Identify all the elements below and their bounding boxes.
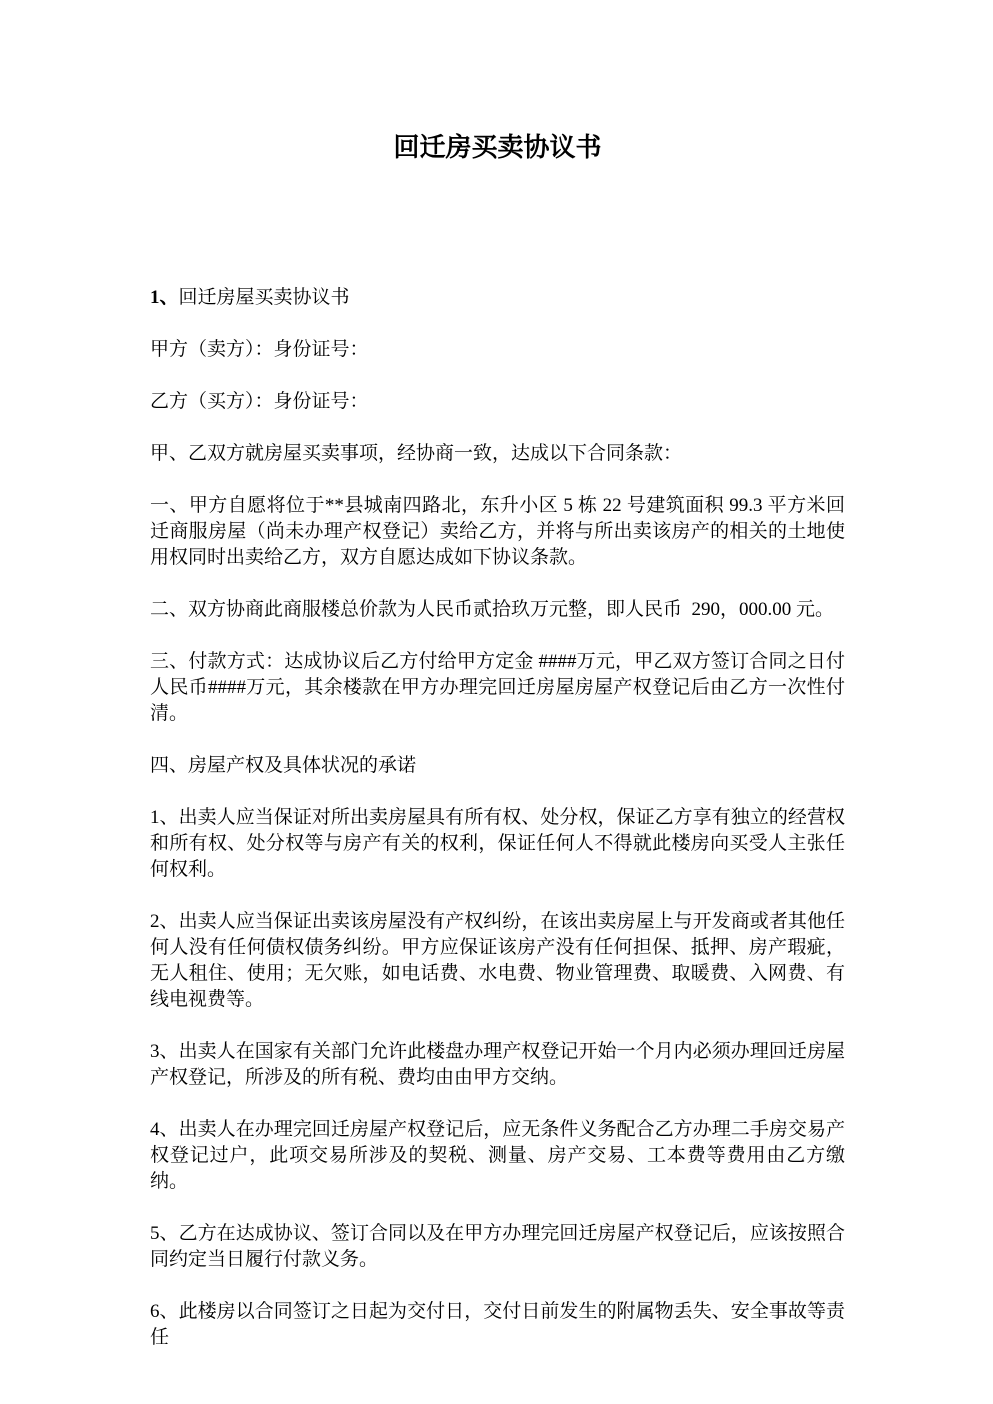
- clause-3-payment: 三、付款方式：达成协议后乙方付给甲方定金 ####万元，甲乙双方签订合同之日付人民币####万元，其余楼款在甲方办理完回迁房屋房屋产权登记后由乙方一次性付清。: [150, 651, 845, 724]
- clause-2-price: 二、双方协商此商服楼总价款为人民币贰拾玖万元整，即人民币 290，000.00 元。: [150, 599, 835, 620]
- preamble: 甲、乙双方就房屋买卖事项，经协商一致，达成以下合同条款：: [150, 443, 683, 464]
- clause-4-item-2: 2、出卖人应当保证出卖该房屋没有产权纠纷，在该出卖房屋上与开发商或者其他任何人没有任何债权债务纠纷。甲方应保证该房产没有任何担保、抵押、房产瑕疵，无人租住、使用；无欠账，如电话费、水电费、物业管理费、取暖费、入网费、有线电视费等。: [150, 911, 845, 1010]
- party-b-id-line: 乙方（买方）：身份证号：: [150, 391, 369, 412]
- subtitle-text: 回迁房屋买卖协议书: [178, 287, 350, 308]
- clause-4-item-3: 3、出卖人在国家有关部门允许此楼盘办理产权登记开始一个月内必须办理回迁房屋产权登记，所涉及的所有税、费均由由甲方交纳。: [150, 1041, 845, 1088]
- subtitle-numbered: [150, 285, 845, 311]
- clause-1-property: 一、甲方自愿将位于**县城南四路北，东升小区 5 栋 22 号建筑面积 99.3 平方米回迁商服房屋（尚未办理产权登记）卖给乙方，并将与所出卖该房产的相关的土地使用权同时出卖给乙方，双方自愿达成如下协议条款。: [150, 495, 845, 568]
- clause-4-item-4: 4、出卖人在办理完回迁房屋产权登记后，应无条件义务配合乙方办理二手房交易产权登记过户，此项交易所涉及的契税、测量、房产交易、工本费等费用由乙方缴纳。: [150, 1119, 845, 1192]
- clause-4-heading: 四、房屋产权及具体状况的承诺: [150, 755, 417, 776]
- subtitle-number: 1、: [150, 287, 179, 308]
- party-a-id-line: 甲方（卖方）：身份证号：: [150, 339, 369, 360]
- clause-4-item-1: 1、出卖人应当保证对所出卖房屋具有所有权、处分权，保证乙方享有独立的经营权和所有权、处分权等与房产有关的权利，保证任何人不得就此楼房向买受人主张任何权利。: [150, 807, 845, 880]
- clause-4-item-5: 5、乙方在达成协议、签订合同以及在甲方办理完回迁房屋产权登记后，应该按照合同约定当日履行付款义务。: [150, 1223, 845, 1270]
- document-title: 回迁房买卖协议书: [393, 133, 602, 162]
- clause-4-item-6: 6、此楼房以合同签订之日起为交付日，交付日前发生的附属物丢失、安全事故等责任: [150, 1301, 845, 1348]
